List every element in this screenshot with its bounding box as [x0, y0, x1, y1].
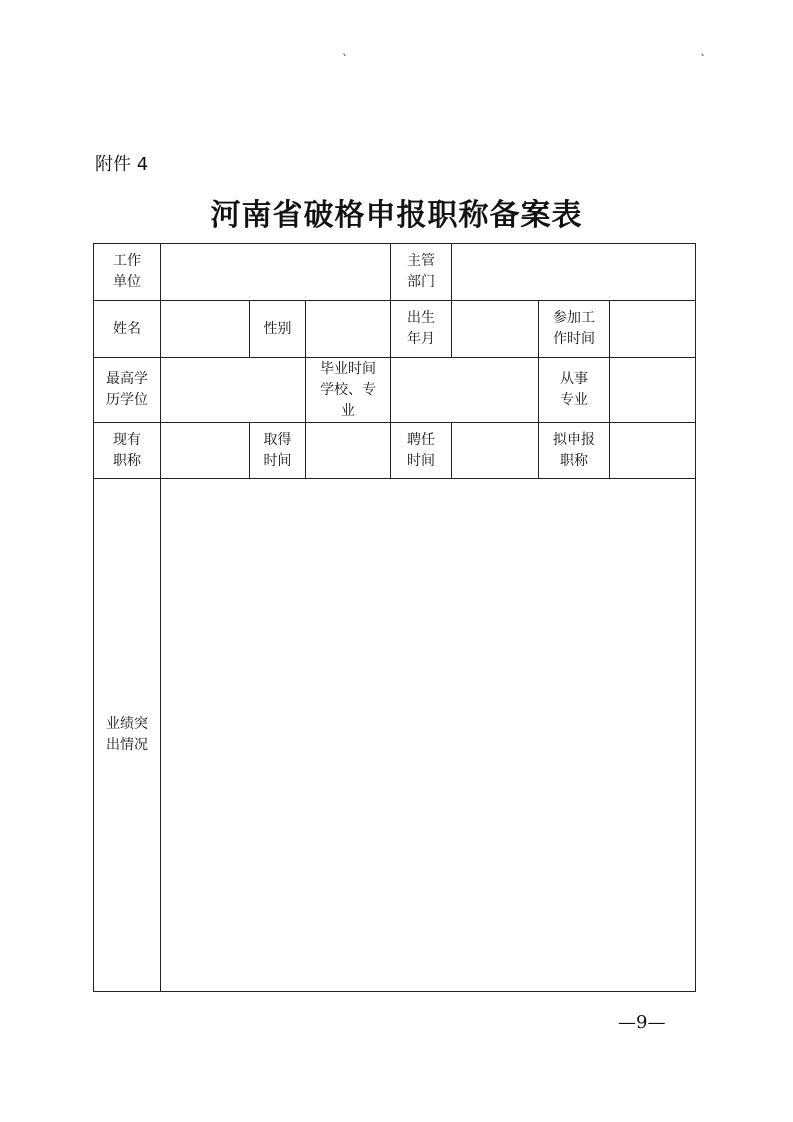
supervising-dept-field[interactable] [452, 244, 696, 301]
current-title-field[interactable] [161, 423, 250, 479]
graduation-label: 毕业时间 学校、专 业 [306, 358, 391, 423]
name-field[interactable] [161, 301, 250, 358]
gender-field[interactable] [306, 301, 391, 358]
hire-time-field[interactable] [452, 423, 539, 479]
name-label: 姓名 [94, 301, 161, 358]
birth-date-field[interactable] [452, 301, 539, 358]
education-label: 最高学 历学位 [94, 358, 161, 423]
page-number: —9— [618, 1012, 666, 1033]
work-start-field[interactable] [610, 301, 696, 358]
attachment-label: 附件 4 [95, 154, 149, 175]
major-label: 从事 专业 [539, 358, 610, 423]
gender-label: 性别 [250, 301, 306, 358]
supervising-dept-label: 主管 部门 [391, 244, 452, 301]
major-field[interactable] [610, 358, 696, 423]
graduation-field[interactable] [391, 358, 539, 423]
work-unit-field[interactable] [161, 244, 391, 301]
work-start-label: 参加工 作时间 [539, 301, 610, 358]
hire-time-label: 聘任 时间 [391, 423, 452, 479]
education-field[interactable] [161, 358, 306, 423]
form-title: 河南省破格申报职称备案表 [210, 198, 583, 233]
apply-title-field[interactable] [610, 423, 696, 479]
current-title-label: 现有 职称 [94, 423, 161, 479]
scan-mark: ˎ [700, 42, 706, 56]
achievements-field[interactable] [161, 479, 696, 992]
work-unit-label: 工作 单位 [94, 244, 161, 301]
obtain-time-label: 取得 时间 [250, 423, 306, 479]
achievements-label: 业绩突 出情况 [94, 479, 161, 992]
apply-title-label: 拟申报 职称 [539, 423, 610, 479]
scan-mark: ˎ [342, 42, 348, 56]
birth-date-label: 出生 年月 [391, 301, 452, 358]
filing-form-table [93, 243, 696, 992]
obtain-time-field[interactable] [306, 423, 391, 479]
